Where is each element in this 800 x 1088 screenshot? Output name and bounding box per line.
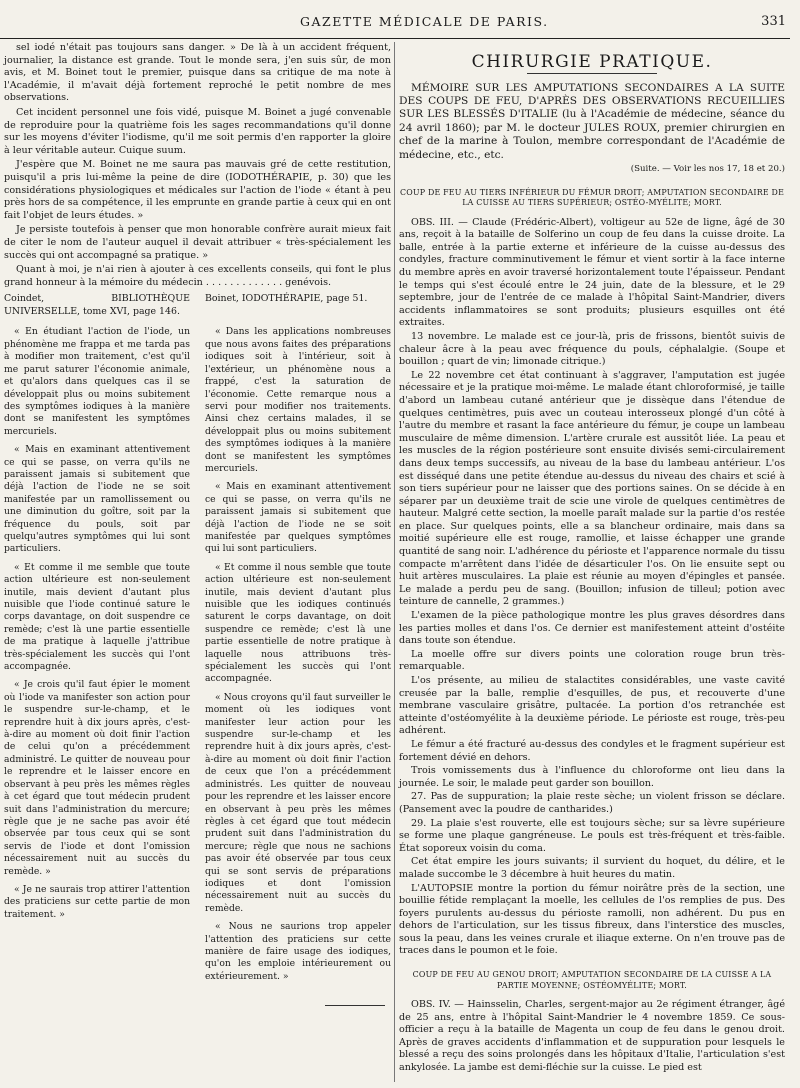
end-rule — [325, 1005, 385, 1006]
paragraph: La moelle offre sur divers points une coloration rouge brun très-remarquable. — [399, 648, 785, 673]
page-number: 331 — [761, 14, 786, 29]
case-heading: COUP DE FEU AU TIERS INFÉRIEUR DU FÉMUR DROIT; AMPUTATION SECONDAIRE DE LA CUISSE AU TIERS SUPÉRIEUR; OSTÉO-MYÉLITE; MORT. — [399, 187, 785, 208]
paragraph: Cet état empire les jours suivants; il survient du hoquet, du délire, et le malade succombe le 3 décembre à huit heures du matin. — [399, 856, 785, 880]
reference-boinet: Boinet, IODOTHÉRAPIE, page 51. — [205, 293, 368, 305]
continuation-note: (Suite. — Voir les nos 17, 18 et 20.) — [630, 164, 785, 175]
boinet-quotes — [205, 326, 391, 1006]
paragraph: Quant à moi, je n'ai rien à ajouter à ces excellents conseils, qui font le plus grand honneur à la mémoire du médecin . . . . . . . . . . . . . genévois. — [4, 264, 391, 288]
section-title: CHIRURGIE PRATIQUE. — [399, 56, 785, 74]
memoire-title: MÉMOIRE SUR LES AMPUTATIONS SECONDAIRES A LA SUITE DES COUPS DE FEU, D'APRÈS DES OBSERVATIONS RECUEILLIES SUR LES BLESSÉS D'ITALIE (lu à l'Académie de médecine, séance du 24 avril 1860); par M. le docteur JULES ROUX, premier chirurgien en chef de la marine à Toulon, membre correspondant de l'Académie de médecine, etc., etc. — [399, 81, 785, 161]
paragraph: Le 22 novembre cet état continuant à s'aggraver, l'amputation est jugée nécessaire et je la pratique moi-même. Le malade étant chloroformisé, je taille d'abord un lambeau cutané antérieur que je dissèque dans l'étendue de quelques centimètres, puis avec un couteau interosseux plongé d'un côté à l'autre du membre et rasant la face antérieure du fémur, je coupe un lambeau musculaire de même dimension. L'artère crurale est aussitôt liée. La peau et les muscles de la région postérieure sont ensuite divisés semi-circulairement dans deux temps successifs, au niveau de la base du lambeau antérieur. L'os est disséqué dans une petite étendue au-dessus du niveau des chairs et scié à son tiers supérieur pour ne laisser que des portions saines. On se décide à en séparer par un deuxième trait de scie une virole de quelques centimètres de hauteur. Malgré cette section, la moelle paraît malade sur la partie d'os restée en place. Sur quelques points, elle a sa blancheur ordinaire, mais dans sa moitié supérieure elle est rouge, ramollie, et laisse échapper une grande quantité de sang noir. L'adhérence du périoste et l'apparence normale du tissu compacte m'arrêtent dans l'idée de désarticuler l'os. On lie ensuite sept ou huit artères musculaires. La plaie est réunie au moyen d'épingles et pansée. Le malade a perdu peu de sang. (Bouillon; infusion de tilleul; potion avec teinture de cannelle, 2 grammes.) — [399, 369, 785, 608]
quote: « Et comme il nous semble que toute action ultérieure est non-seulement inutile, mais devient d'autant plus nuisible que les iodiques continués saturent le corps davantage, on doit suspendre ce remède; c'est là une partie essentielle de notre pratique à laquelle nous attribuons très-spécialement les succès qui l'ont accompagnée. — [205, 561, 391, 685]
reference-coindet: Coindet, BIBLIOTHÈQUE UNIVERSELLE, tome XVI, page 146. — [4, 293, 190, 317]
paragraph: 29. La plaie s'est rouverte, elle est toujours sèche; sur sa lèvre supérieure se forme une plaque gangréneuse. Le pouls est très-fréquent et très-faible. État soporeux voisin du coma. — [399, 817, 785, 854]
quote: « Nous ne saurions trop appeler l'attention des praticiens sur cette manière de faire usage des iodiques, qu'on les emploie intérieurement ou extérieurement. » — [205, 921, 391, 982]
quote: « En étudiant l'action de l'iode, un phénomène me frappa et me tarda pas à modifier mon traitement, c'est qu'il me parut saturer l'économie animale, et qu'alors dans quelques cas il se développait plus ou moins subitement des symptômes iodiques à la manière dont se manifestent les symptômes mercuriels. — [4, 326, 190, 437]
paragraph: L'AUTOPSIE montre la portion du fémur noirâtre près de la section, une bouillie fétide remplaçant la moelle, les cellules de l'os remplies de pus. Des foyers purulents au-dessus du périoste ramolli, non adhérent. Du pus en dehors de l'articulation, sur les tissus fibreux, dans l'interstice des muscles, sous la peau, dans les veines crurale et iliaque externe. On n'en trouve pas de traces dans le poumon et le foie. — [399, 882, 785, 957]
paragraph: 27. Pas de suppuration; la plaie reste sèche; un violent frisson se déclare. (Pansement avec la poudre de cantharides.) — [399, 791, 785, 815]
paragraph: L'examen de la pièce pathologique montre les plus graves désordres dans les parties molles et dans l'os. Ce dernier est manifestement atteint d'ostéite dans toute son étendue. — [399, 610, 785, 647]
paragraph: Je persiste toutefois à penser que mon honorable confrère aurait mieux fait de citer le nom de l'auteur auquel il devait attribuer « très-spécialement les succès qui ont accompagné sa pratique. » — [4, 224, 391, 261]
comparison-references — [4, 293, 391, 318]
paragraph: J'espère que M. Boinet ne me saura pas mauvais gré de cette restitution, puisqu'il a pris lui-même la peine de dire (IODOTHÉRAPIE, p. 30) que les considérations physiologiques et médicales sur l'action de l'iode « étant à peu près hors de sa compétence, il les emprunte en grande partie à ceux qui en ont fait l'objet de leurs études. » — [4, 159, 391, 221]
quote: « Je crois qu'il faut épier le moment où l'iode va manifester son action pour le suspendre sur-le-champ, et le reprendre huit à dix jours après, c'est-à-dire au moment où doit finir l'action de celui qu'on a précédemment administré. Le quitter de nouveau pour le reprendre et le laisser encore en observant à peu près les mêmes règles à cet égard que tout médecin prudent suit dans l'administration du mercure; règle que je ne sache pas avoir été observée par tous ceux qui se sont servis de l'iode et dont l'omission nécessairement nuit au succès du remède. » — [4, 679, 190, 877]
quote: « Dans les applications nombreuses que nous avons faites des préparations iodiques soit à l'intérieur, soit à l'extérieur, un phénomène nous a frappé, c'est la saturation de l'économie. Cette remarque nous a servi pour modifier nos traitements. Ainsi chez certains malades, il se développait plus ou moins subitement des symptômes iodiques à la manière dont se manifestent les symptômes mercuriels. — [205, 326, 391, 474]
quote: « Mais en examinant attentivement ce qui se passe, on verra qu'ils ne paraissent jamais si subitement que déjà l'action de l'iode ne se soit manifestée par quelques symptômes qui lui sont particuliers. — [205, 481, 391, 555]
paragraph: Cet incident personnel une fois vidé, puisque M. Boinet a jugé convenable de reproduire pour la quatrième fois les sages recommandations qu'il donne sur les moyens d'éviter l'iodisme, qu'il me soit permis d'en rapporter la gloire à leur véritable auteur. Cuique suum. — [4, 106, 391, 156]
quote: « Et comme il me semble que toute action ultérieure est non-seulement inutile, mais devient d'autant plus nuisible que l'iode continué sature le corps davantage, on doit suspendre ce remède; c'est là une partie essentielle de ma pratique à laquelle j'attribue très-spécialement les succès qui l'ont accompagnée. — [4, 561, 190, 673]
right-column — [399, 42, 785, 1082]
quote: « Mais en examinant attentivement ce qui se passe, on verra qu'ils ne paraissent jamais si subitement que déjà l'action de l'iode ne se soit manifestée par un ramollissement ou une diminution du goître, soit par la fréquence du pouls, soit par quelqu'autres symptômes qui lui sont particuliers. — [4, 444, 190, 555]
paragraph: OBS. III. — Claude (Frédéric-Albert), voltigeur au 52e de ligne, âgé de 30 ans, reçoit à la bataille de Solferino un coup de feu dans la cuisse droite. La balle, entrée à la partie externe et inférieure de la cuisse au-dessus des condyles, fracture comminutivement le fémur et vient sortir à la face interne du membre après en avoir traversé horizontalement toute l'épaisseur. Pendant le temps qui s'est écoulé entre le 24 juin, date de la blessure, et le 29 septembre, jour de l'entrée de ce malade à l'hôpital Saint-Mandrier, divers accidents inflammatoires se sont produits; plusieurs esquilles ont été extraites. — [399, 216, 785, 329]
comparison-columns — [4, 326, 391, 1006]
paragraph: sel iodé n'était pas toujours sans danger. » De là à un accident fréquent, journalier, la distance est grande. Tout le monde sera, j'en suis sûr, de mon avis, et M. Boinet tout le premier, puisque dans sa critique de ma note à l'Académie, il m'avait déjà fortement reproché le petit nombre de mes observations. — [4, 42, 391, 104]
quote: « Je ne saurais trop attirer l'attention des praticiens sur cette partie de mon traitement. » — [4, 883, 190, 920]
column-divider — [394, 42, 395, 1082]
paragraph: 13 novembre. Le malade est ce jour-là, pris de frissons, bientôt suivis de chaleur âcre à la peau avec fréquence du pouls, céphalalgie. (Soupe et bouillon ; quart de vin; limonade citrique.) — [399, 330, 785, 368]
page-header — [0, 14, 800, 38]
left-column — [4, 42, 391, 1082]
header-rule — [0, 38, 790, 39]
paragraph: Le fémur a été fracturé au-dessus des condyles et le fragment supérieur est fortement dévié en dehors. — [399, 738, 785, 763]
paragraph: OBS. IV. — Hainsselin, Charles, sergent-major au 2e régiment étranger, âgé de 25 ans, entre à l'hôpital Saint-Mandrier le 4 novembre 1859. Ce sous-officier a reçu à la bataille de Magenta un coup de feu dans le genou droit. Après de graves accidents d'inflammation et de suppuration pour lesquels le blessé a reçu des soins prolongés dans les hôpitaux d'Italie, l'articulation s'est ankylosée. La jambe est demi-fléchie sur la cuisse. Le pied est — [399, 999, 785, 1074]
case-heading: COUP DE FEU AU GENOU DROIT; AMPUTATION SECONDAIRE DE LA CUISSE A LA PARTIE MOYENNE; OSTÉOMYÉLITE; MORT. — [412, 970, 772, 990]
quote: « Nous croyons qu'il faut surveiller le moment où les iodiques vont manifester leur action pour les suspendre sur-le-champ et les reprendre huit à dix jours après, c'est-à-dire au moment où doit finir l'action de ceux que l'on a précédemment administrés. Les quitter de nouveau pour les reprendre et les laisser encore en observant à peu près les mêmes règles à cet égard que tout médecin prudent suit dans l'administration du mercure; règle que nous ne sachions pas avoir été observée par tous ceux qui se sont servis de préparations iodiques et dont l'omission nécessairement nuit au succès du remède. — [205, 691, 391, 914]
paragraph: L'os présente, au milieu de stalactites considérables, une vaste cavité creusée par la balle, remplie d'esquilles, de pus, et recouverte d'une membrane vasculaire grisâtre, pultacée. La portion d'os retranchée est atteinte d'ostéomyélite à la deuxième période. Le périoste est rouge, très-peu adhérent. — [399, 675, 785, 737]
coindet-quotes — [4, 326, 190, 1006]
journal-title: GAZETTE MÉDICALE DE PARIS. — [300, 14, 549, 29]
paragraph: Trois vomissements dus à l'influence du chloroforme ont lieu dans la journée. Le soir, le malade peut garder son bouillon. — [399, 765, 785, 789]
